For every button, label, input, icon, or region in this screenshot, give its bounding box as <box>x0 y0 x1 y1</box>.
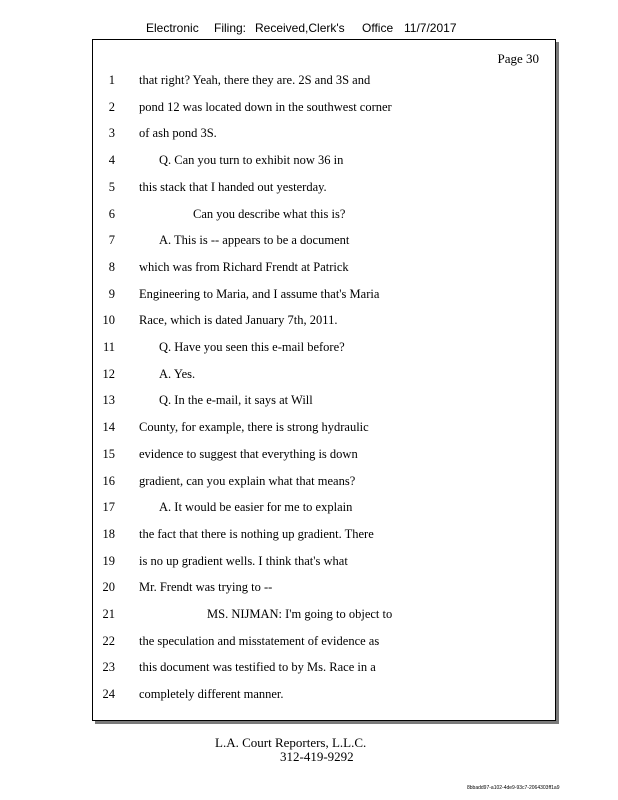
line-number: 2 <box>108 99 115 114</box>
line-text: of ash pond 3S. <box>139 126 217 141</box>
line-text: Engineering to Maria, and I assume that's Maria <box>139 286 380 301</box>
line-number: 13 <box>102 393 115 408</box>
filing-header-office: Office <box>362 21 394 35</box>
transcript-line <box>93 367 553 385</box>
transcript-line <box>93 393 553 411</box>
transcript-line <box>93 500 553 518</box>
line-text: this stack that I handed out yesterday. <box>139 179 327 194</box>
filing-header <box>0 21 618 37</box>
line-text: this document was testified to by Ms. Race in a <box>139 660 376 675</box>
transcript-line <box>93 660 553 678</box>
filing-header-date: 11/7/2017 <box>404 21 457 35</box>
transcript-line <box>93 313 553 331</box>
line-number: 5 <box>108 179 115 194</box>
transcript-line <box>93 180 553 198</box>
line-number: 10 <box>102 313 115 328</box>
transcript-line <box>93 260 553 278</box>
transcript-line <box>93 153 553 171</box>
transcript-line <box>93 100 553 118</box>
line-text: the speculation and misstatement of evidence as <box>139 633 380 648</box>
filing-header-electronic: Electronic <box>146 21 199 35</box>
line-text: Can you describe what this is? <box>193 206 346 221</box>
line-text: Q. In the e-mail, it says at Will <box>159 393 313 408</box>
document-id: 8bbadd97-a102-4de9-93c7-2064303ff1a9 <box>467 785 560 791</box>
line-number: 9 <box>108 286 115 301</box>
filing-header-received: Received,Clerk's <box>255 21 345 35</box>
line-text: evidence to suggest that everything is down <box>139 446 358 461</box>
transcript-line <box>93 233 553 251</box>
line-number: 14 <box>102 420 115 435</box>
transcript-line <box>93 607 553 625</box>
transcript-line <box>93 126 553 144</box>
footer-company: L.A. Court Reporters, L.L.C. <box>215 735 367 750</box>
transcript-line <box>93 73 553 91</box>
transcript-line <box>93 580 553 598</box>
line-text: County, for example, there is strong hydraulic <box>139 420 369 435</box>
line-number: 6 <box>108 206 115 221</box>
transcript-line <box>93 207 553 225</box>
line-text: pond 12 was located down in the southwest corner <box>139 99 392 114</box>
line-text: completely different manner. <box>139 687 284 702</box>
line-number: 23 <box>102 660 115 675</box>
line-number: 1 <box>108 73 115 87</box>
line-number: 24 <box>102 687 115 702</box>
line-text: MS. NIJMAN: I'm going to object to <box>207 607 393 621</box>
line-text: Q. Can you turn to exhibit now 36 in <box>159 153 344 168</box>
line-text: Q. Have you seen this e-mail before? <box>159 340 345 354</box>
line-text: that right? Yeah, there they are. 2S and 3S and <box>139 73 371 87</box>
transcript-line <box>93 340 553 358</box>
line-text: A. This is -- appears to be a document <box>159 233 350 248</box>
line-text: the fact that there is nothing up gradient. There <box>139 526 374 541</box>
transcript-page <box>92 39 556 721</box>
line-text: which was from Richard Frendt at Patrick <box>139 259 349 274</box>
line-number: 20 <box>102 580 115 595</box>
line-number: 3 <box>108 126 115 141</box>
line-number: 18 <box>102 526 115 541</box>
transcript-line <box>93 634 553 652</box>
line-number: 16 <box>102 473 115 488</box>
transcript-line <box>93 420 553 438</box>
line-text: A. It would be easier for me to explain <box>159 500 353 515</box>
line-number: 7 <box>108 233 115 248</box>
line-number: 4 <box>108 153 115 168</box>
transcript-line <box>93 527 553 545</box>
line-number: 11 <box>102 340 115 354</box>
line-text: Race, which is dated January 7th, 2011. <box>139 313 338 328</box>
transcript-line <box>93 287 553 305</box>
line-text: Mr. Frendt was trying to -- <box>139 580 273 595</box>
line-number: 8 <box>108 259 115 274</box>
line-text: is no up gradient wells. I think that's what <box>139 553 348 568</box>
line-number: 17 <box>102 500 115 515</box>
line-number: 21 <box>102 607 115 621</box>
page-number: Page 30 <box>497 51 539 66</box>
line-text: A. Yes. <box>159 366 196 381</box>
line-number: 12 <box>102 366 115 381</box>
transcript-line <box>93 447 553 465</box>
line-number: 15 <box>102 446 115 461</box>
line-number: 22 <box>102 633 115 648</box>
footer-phone: 312-419-9292 <box>280 749 354 764</box>
transcript-line <box>93 474 553 492</box>
line-text: gradient, can you explain what that means? <box>139 473 356 488</box>
line-number: 19 <box>102 553 115 568</box>
filing-header-filing: Filing: <box>214 21 247 35</box>
transcript-line <box>93 554 553 572</box>
transcript-line <box>93 687 553 705</box>
